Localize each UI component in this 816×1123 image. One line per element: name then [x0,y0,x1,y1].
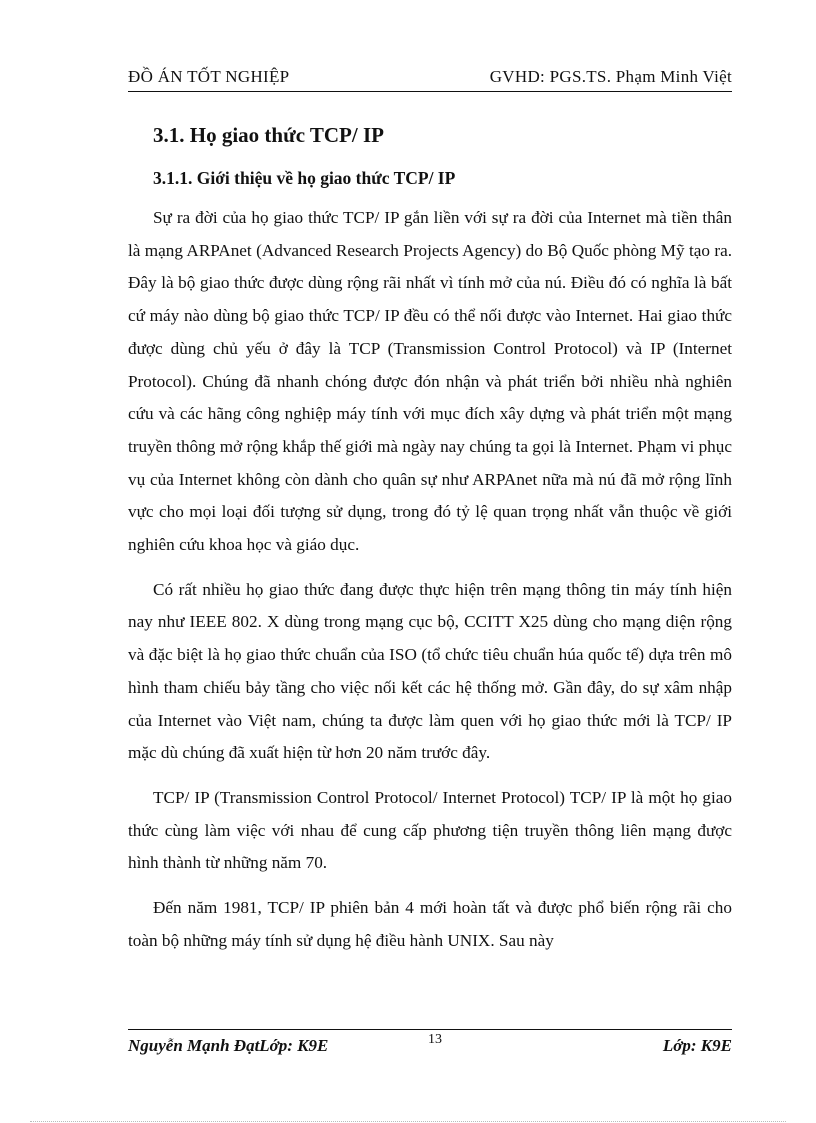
page-number: 13 [428,1032,442,1047]
header-rule [128,91,732,92]
subsection-title: 3.1.1. Giới thiệu về họ giao thức TCP/ IP [153,168,456,188]
section-title: 3.1. Họ giao thức TCP/ IP [153,123,384,147]
paragraph-4: Đến năm 1981, TCP/ IP phiên bản 4 mới hoàn tất và được phổ biến rộng rãi cho toàn bộ những máy tính sử dụng hệ điều hành UNIX. Sau này [128,898,732,950]
paragraph-2: Có rất nhiều họ giao thức đang được thực hiện trên mạng thông tin máy tính hiện nay như IEEE 802. X dùng trong mạng cục bộ, CCITT X25 dùng cho mạng diện rộng và đặc biệt là họ giao thức chuẩn của ISO (tổ chức tiêu chuẩn húa quốc tế) dựa trên mô hình tham chiếu bảy tầng cho việc nối kết các hệ thống mở. Gần đây, do sự xâm nhập của Internet vào Việt nam, chúng ta được làm quen với họ giao thức mới là TCP/ IP mặc dù chúng đã xuất hiện từ hơn 20 năm trước đây. [128,579,732,763]
header-left-text: ĐỒ ÁN TỐT NGHIỆP [128,67,290,86]
page-bottom-dotted-line [30,1121,786,1122]
footer-author: Nguyễn Mạnh ĐạtLớp: K9E [128,1036,329,1055]
paragraph-3: TCP/ IP (Transmission Control Protocol/ Internet Protocol) TCP/ IP là một họ giao thức cùng làm việc với nhau để cung cấp phương tiện truyền thông liên mạng được hình thành từ những năm 70. [128,787,732,873]
footer-class: Lớp: K9E [662,1036,732,1055]
body-text [128,202,732,969]
header-right-text: GVHD: PGS.TS. Phạm Minh Việt [489,67,732,86]
paragraph-1: Sự ra đời của họ giao thức TCP/ IP gắn liền với sự ra đời của Internet mà tiền thân là mạng ARPAnet (Advanced Research Projects Agency) do Bộ Quốc phòng Mỹ tạo ra. Đây là bộ giao thức được dùng rộng rãi nhất vì tính mở của nú. Điều đó có nghĩa là bất cứ máy nào dùng bộ giao thức TCP/ IP đều có thể nối được vào Internet. Hai giao thức được dùng chủ yếu ở đây là TCP (Transmission Control Protocol) và IP (Internet Protocol). Chúng đã nhanh chóng được đón nhận và phát triển bởi nhiều nhà nghiên cứu và các hãng công nghiệp máy tính với mục đích xây dựng và phát triển một mạng truyền thông mở rộng khắp thế giới mà ngày nay chúng ta gọi là Internet. Phạm vi phục vụ của Internet không còn dành cho quân sự như ARPAnet nữa mà nú đã mở rộng lĩnh vực cho mọi loại đối tượng sử dụng, trong đó tỷ lệ quan trọng nhất vẫn thuộc về giới nghiên cứu khoa học và giáo dục. [128,208,732,555]
page-header [128,66,732,90]
